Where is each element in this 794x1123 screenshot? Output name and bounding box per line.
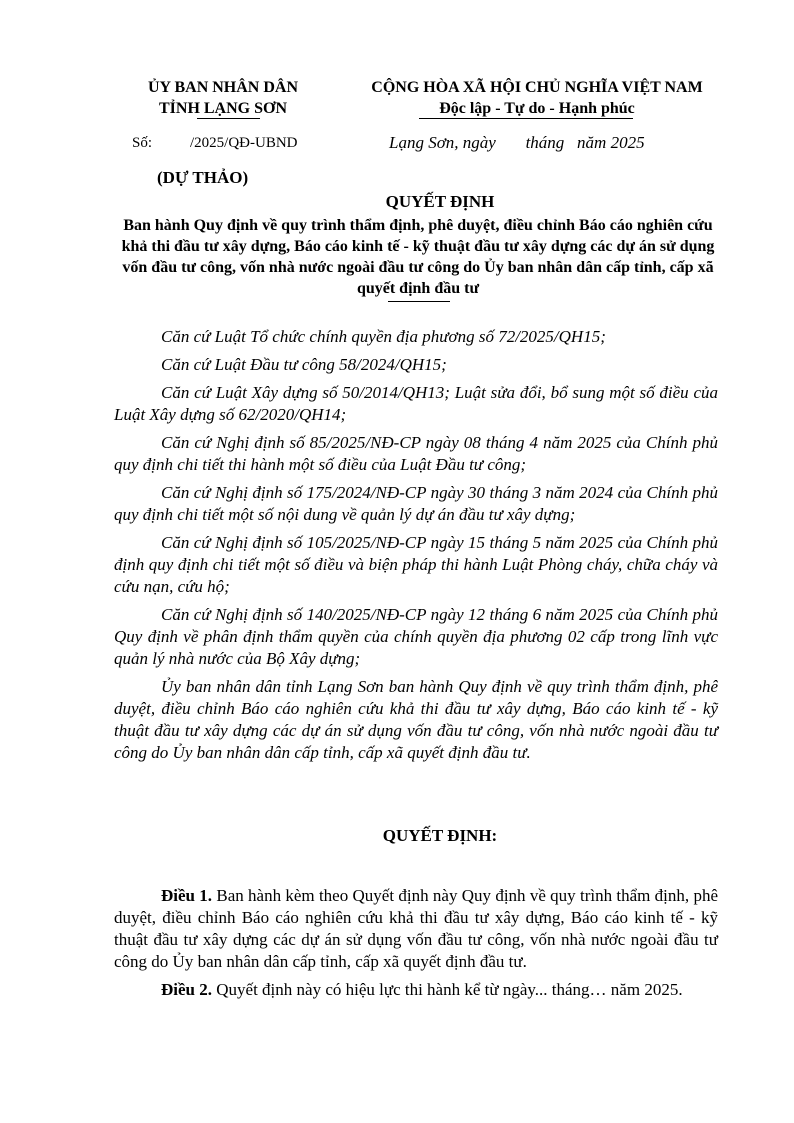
decision-heading: QUYẾT ĐỊNH:	[382, 826, 498, 845]
legal-basis-item: Căn cứ Nghị định số 175/2024/NĐ-CP ngày 30 tháng 3 năm 2024 của Chính phủ quy định chi tiết một số nội dung về quản lý dự án đầu tư xây dựng;	[114, 483, 718, 524]
article-label: Điều 1.	[161, 886, 213, 905]
legal-basis-item: Ủy ban nhân dân tỉnh Lạng Sơn ban hành Quy định về quy trình thẩm định, phê duyệt, điều chỉnh Báo cáo nghiên cứu khả thi đầu tư xây dựng, Báo cáo kinh tế - kỹ thuật đầu tư xây dựng các dự án sử dụng vốn đầu tư công, vốn nhà nước ngoài đầu tư công do Ủy ban nhân dân cấp tỉnh, cấp xã quyết định đầu tư.	[114, 677, 718, 762]
nation-name: CỘNG HÒA XÃ HỘI CHỦ NGHĨA VIỆT NAM	[371, 79, 703, 96]
article-text: Quyết định này có hiệu lực thi hành kể từ ngày... tháng… năm 2025.	[212, 980, 683, 999]
legal-basis-item: Căn cứ Luật Xây dựng số 50/2014/QH13; Luật sửa đổi, bổ sung một số điều của Luật Xây dựng số 62/2020/QH14;	[114, 383, 718, 424]
legal-basis-item: Căn cứ Nghị định số 105/2025/NĐ-CP ngày 15 tháng 5 năm 2025 của Chính phủ định quy định chi tiết một số điều và biện pháp thi hành Luật Phòng cháy, chữa cháy và cứu nạn, cứu hộ;	[114, 533, 718, 596]
legal-bases	[114, 326, 718, 770]
legal-basis-item: Căn cứ Luật Đầu tư công 58/2024/QH15;	[161, 355, 447, 374]
legal-basis-item: Căn cứ Nghị định số 85/2025/NĐ-CP ngày 08 tháng 4 năm 2025 của Chính phủ quy định chi tiết thi hành một số điều của Luật Đầu tư công;	[114, 433, 718, 474]
agency-line-1: ỦY BAN NHÂN DÂN	[147, 79, 299, 96]
article-label: Điều 2.	[161, 980, 212, 999]
agency-underline	[197, 118, 260, 119]
document-subject: Ban hành Quy định về quy trình thẩm định, phê duyệt, điều chỉnh Báo cáo nghiên cứu khả thi đầu tư xây dựng, Báo cáo kinh tế - kỹ thuật đầu tư xây dựng các dự án sử dụng vốn đầu tư công, vốn nhà nước ngoài đầu tư công do Ủy ban nhân dân cấp tỉnh, cấp xã quyết định đầu tư	[121, 217, 715, 297]
document-number	[132, 135, 298, 152]
agency-line-2: TỈNH LẠNG SƠN	[158, 100, 288, 117]
national-header	[348, 77, 726, 119]
article-text: Ban hành kèm theo Quyết định này Quy định về quy trình thẩm định, phê duyệt, điều chỉnh Báo cáo nghiên cứu khả thi đầu tư xây dựng, Báo cáo kinh tế - kỹ thuật đầu tư xây dựng các dự án sử dụng vốn đầu tư công, vốn nhà nước ngoài đầu tư công do Ủy ban nhân dân cấp tỉnh, cấp xã quyết định đầu tư.	[114, 886, 719, 971]
motto-underline	[419, 118, 633, 119]
legal-basis-item: Căn cứ Luật Tổ chức chính quyền địa phương số 72/2025/QH15;	[161, 327, 606, 346]
draft-label: (DỰ THẢO)	[157, 168, 249, 187]
place-date: Lạng Sơn, ngày tháng năm 2025	[389, 133, 645, 152]
article-1	[114, 885, 718, 973]
document-title: QUYẾT ĐỊNH	[385, 192, 495, 211]
subject-underline	[388, 301, 450, 302]
issuing-agency	[120, 77, 326, 119]
article-2	[114, 979, 718, 1001]
number-value: /2025/QĐ-UBND	[190, 135, 298, 151]
articles	[114, 885, 718, 1007]
number-label: Số:	[132, 135, 153, 151]
nation-motto: Độc lập - Tự do - Hạnh phúc	[439, 100, 635, 117]
legal-basis-item: Căn cứ Nghị định số 140/2025/NĐ-CP ngày 12 tháng 6 năm 2025 của Chính phủ Quy định về phân định thẩm quyền của chính quyền địa phương 02 cấp trong lĩnh vực quản lý nhà nước của Bộ Xây dựng;	[114, 605, 718, 668]
